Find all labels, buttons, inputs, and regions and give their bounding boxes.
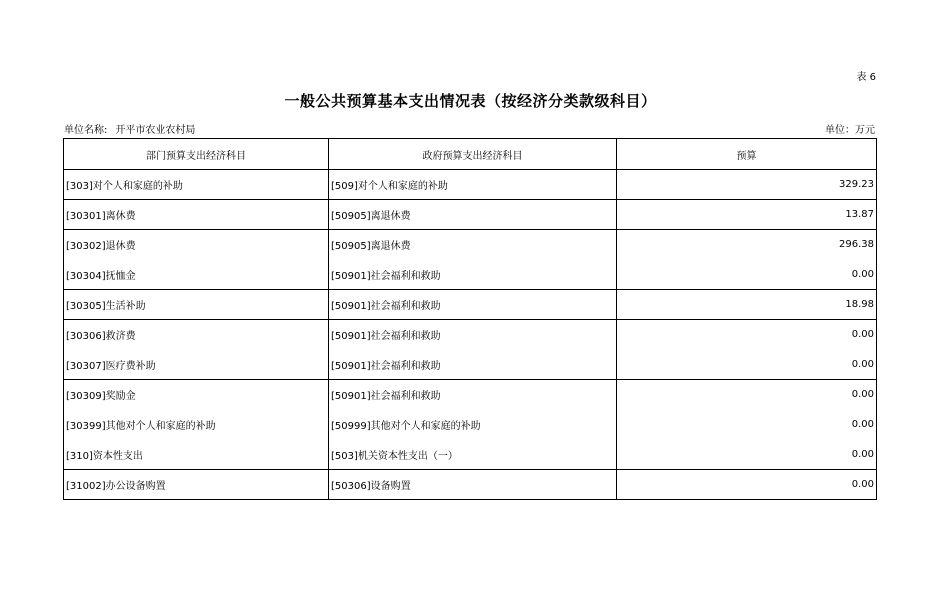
budget-amount-cell: 0.00 bbox=[617, 380, 877, 410]
column-header-budget: 预算 bbox=[617, 139, 877, 170]
dept-item-cell: [30309]奖励金 bbox=[64, 380, 329, 410]
dept-item-cell: [30304]抚恤金 bbox=[64, 260, 329, 290]
budget-amount-cell: 296.38 bbox=[617, 230, 877, 260]
gov-item-cell: [50905]离退休费 bbox=[329, 230, 617, 260]
unit-name bbox=[64, 121, 195, 136]
dept-item-cell: [303]对个人和家庭的补助 bbox=[64, 170, 329, 200]
budget-amount-cell: 0.00 bbox=[617, 320, 877, 350]
budget-amount-cell: 13.87 bbox=[617, 200, 877, 230]
table-row bbox=[64, 290, 877, 320]
report-title: 一般公共预算基本支出情况表（按经济分类款级科目） bbox=[284, 92, 657, 110]
dept-item-cell: [30306]救济费 bbox=[64, 320, 329, 350]
table-row bbox=[64, 230, 877, 260]
budget-amount-cell: 0.00 bbox=[617, 470, 877, 500]
budget-amount-cell: 0.00 bbox=[617, 440, 877, 470]
table-row bbox=[64, 410, 877, 440]
gov-item-cell: [503]机关资本性支出（一） bbox=[329, 440, 617, 470]
dept-item-cell: [31002]办公设备购置 bbox=[64, 470, 329, 500]
expenditure-table bbox=[63, 138, 877, 500]
budget-amount-cell: 329.23 bbox=[617, 170, 877, 200]
dept-item-cell: [30301]离休费 bbox=[64, 200, 329, 230]
budget-amount-cell: 0.00 bbox=[617, 410, 877, 440]
table-row bbox=[64, 440, 877, 470]
gov-item-cell: [50901]社会福利和救助 bbox=[329, 350, 617, 380]
unit-name-label: 单位名称: bbox=[64, 125, 108, 136]
dept-item-cell: [30307]医疗费补助 bbox=[64, 350, 329, 380]
table-row bbox=[64, 470, 877, 500]
unit-name-value: 开平市农业农村局 bbox=[115, 125, 196, 136]
table-row bbox=[64, 380, 877, 410]
dept-item-cell: [310]资本性支出 bbox=[64, 440, 329, 470]
gov-item-cell: [50306]设备购置 bbox=[329, 470, 617, 500]
table-header-row bbox=[64, 139, 877, 170]
table-row bbox=[64, 200, 877, 230]
table-number: 表 6 bbox=[856, 72, 876, 83]
currency-unit: 单位：万元 bbox=[825, 125, 875, 136]
budget-amount-cell: 0.00 bbox=[617, 350, 877, 380]
gov-item-cell: [50999]其他对个人和家庭的补助 bbox=[329, 410, 617, 440]
table-row bbox=[64, 320, 877, 350]
gov-item-cell: [50901]社会福利和救助 bbox=[329, 290, 617, 320]
column-header-gov-item: 政府预算支出经济科目 bbox=[329, 139, 617, 170]
table-row bbox=[64, 350, 877, 380]
table-row bbox=[64, 260, 877, 290]
dept-item-cell: [30305]生活补助 bbox=[64, 290, 329, 320]
gov-item-cell: [50901]社会福利和救助 bbox=[329, 380, 617, 410]
table-row bbox=[64, 170, 877, 200]
budget-amount-cell: 18.98 bbox=[617, 290, 877, 320]
gov-item-cell: [50901]社会福利和救助 bbox=[329, 320, 617, 350]
dept-item-cell: [30399]其他对个人和家庭的补助 bbox=[64, 410, 329, 440]
column-header-dept-item: 部门预算支出经济科目 bbox=[64, 139, 329, 170]
dept-item-cell: [30302]退休费 bbox=[64, 230, 329, 260]
gov-item-cell: [50901]社会福利和救助 bbox=[329, 260, 617, 290]
gov-item-cell: [509]对个人和家庭的补助 bbox=[329, 170, 617, 200]
gov-item-cell: [50905]离退休费 bbox=[329, 200, 617, 230]
budget-amount-cell: 0.00 bbox=[617, 260, 877, 290]
